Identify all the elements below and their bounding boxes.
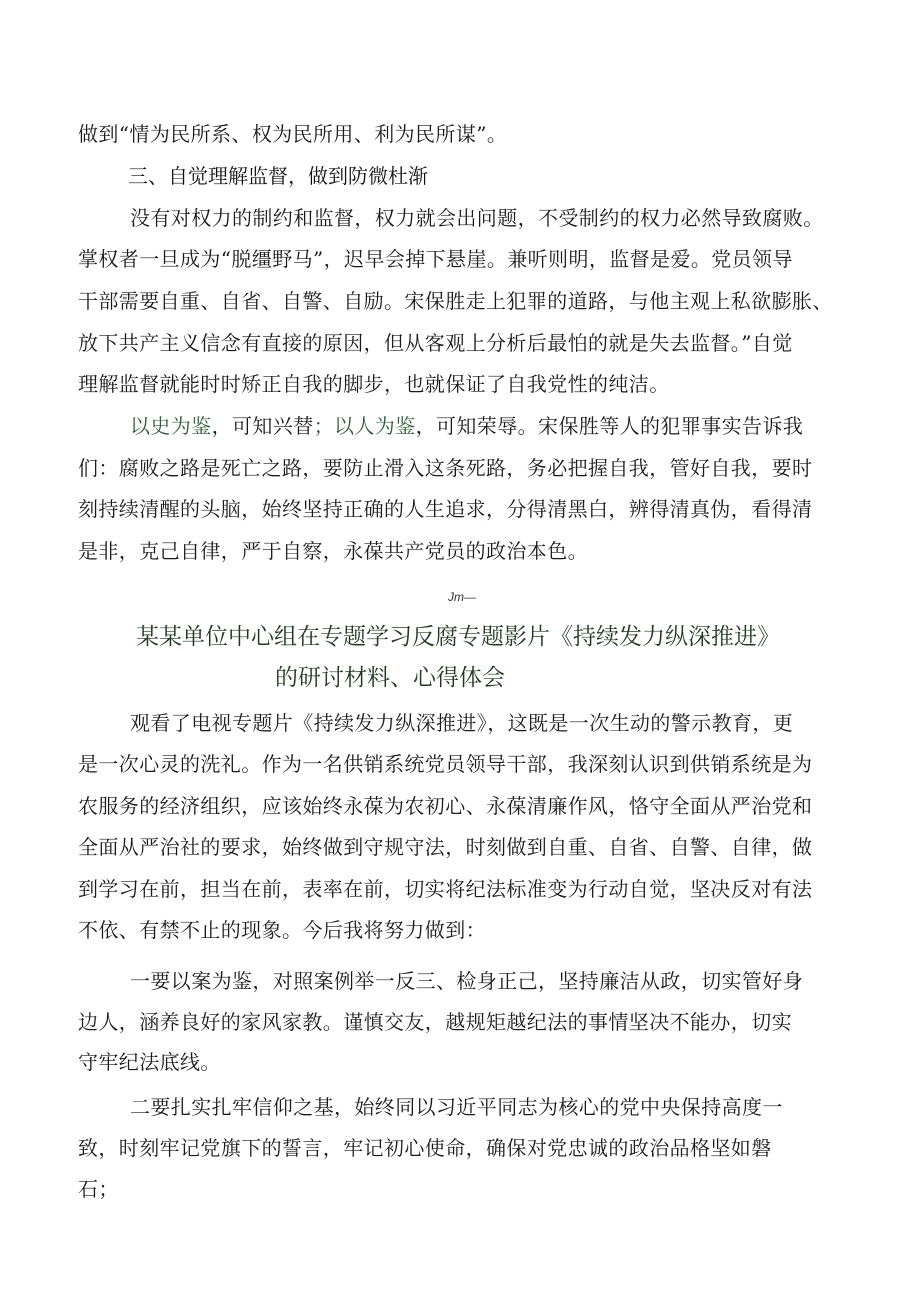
text-line: 全面从严治社的要求，始终做到守规守法，时刻做到自重、自省、自警、自律，做 [78, 835, 813, 859]
divider-mark: Jm— [448, 590, 476, 604]
text-line: 掌权者一旦成为“脱缰野马”，迟早会掉下悬崖。兼听则明，监督是爱。党员领导 [78, 247, 793, 271]
text-line: 是非，克己自律，严于自察，永葆共产党员的政治本色。 [78, 539, 588, 563]
document-title: 某某单位中心组在专题学习反腐专题影片《持续发力纵深推进》 [136, 624, 780, 650]
text-line: 致，时刻牢记党旗下的誓言，牢记初心使命，确保对党忠诚的政治品格坚如磐 [78, 1136, 772, 1160]
text-line: 观看了电视专题片《持续发力纵深推进》，这既是一次生动的警示教育，更 [130, 711, 794, 735]
text-line: 不依、有禁不止的现象。今后我将努力做到： [78, 918, 486, 942]
text-line: 守牢纪法底线。 [78, 1050, 221, 1074]
text-line: 农服务的经济组织，应该始终永葆为农初心、永葆清廉作风，恪守全面从严治党和 [78, 794, 813, 818]
text-span: ，可知兴替 [211, 414, 314, 438]
text-line: 理解监督就能时时矫正自我的脚步，也就保证了自我党性的纯洁。 [78, 372, 670, 396]
text-line [130, 412, 803, 440]
text-line: 们：腐败之路是死亡之路，要防止滑入这条死路，务必把握自我，管好自我，要时 [78, 456, 813, 480]
document-title: 的研讨材料、心得体会 [275, 665, 505, 691]
section-heading: 三、自觉理解监督，做到防微杜渐 [128, 164, 428, 188]
text-line: 做到“情为民所系、权为民所用、利为民所谋”。 [78, 122, 508, 146]
text-line: 二要扎实扎牢信仰之基，始终同以习近平同志为核心的党中央保持高度一 [130, 1095, 783, 1119]
text-line: 是一次心灵的洗礼。作为一名供销系统党员领导干部，我深刻认识到供销系统是为 [78, 752, 813, 776]
text-line: 到学习在前，担当在前，表率在前，切实将纪法标准变为行动自觉，坚决反对有法 [78, 877, 813, 901]
text-span: ，可知荣辱。宋保胜等人的犯罪事实告诉我 [415, 414, 804, 438]
highlighted-phrase: ；以人为鉴 [313, 414, 416, 438]
text-line: 放下共产主义信念有直接的原因，但从客观上分析后最怕的就是失去监督。”自觉 [78, 331, 793, 355]
text-line: 干部需要自重、自省、自警、自励。宋保胜走上犯罪的道路，与他主观上私欲膨胀、 [78, 289, 833, 313]
text-line: 石； [78, 1177, 119, 1201]
text-line: 一要以案为鉴，对照案例举一反三、检身正己，坚持廉洁从政，切实管好身 [130, 969, 804, 993]
text-line: 刻持续清醒的头脑，始终坚持正确的人生追求，分得清黑白，辨得清真伪，看得清 [78, 497, 813, 521]
text-line: 没有对权力的制约和监督，权力就会出问题，不受制约的权力必然导致腐败。 [130, 206, 824, 230]
highlighted-phrase: 以史为鉴 [130, 414, 212, 438]
text-line: 边人，涵养良好的家风家教。谨慎交友，越规矩越纪法的事情坚决不能办，切实 [78, 1010, 792, 1034]
